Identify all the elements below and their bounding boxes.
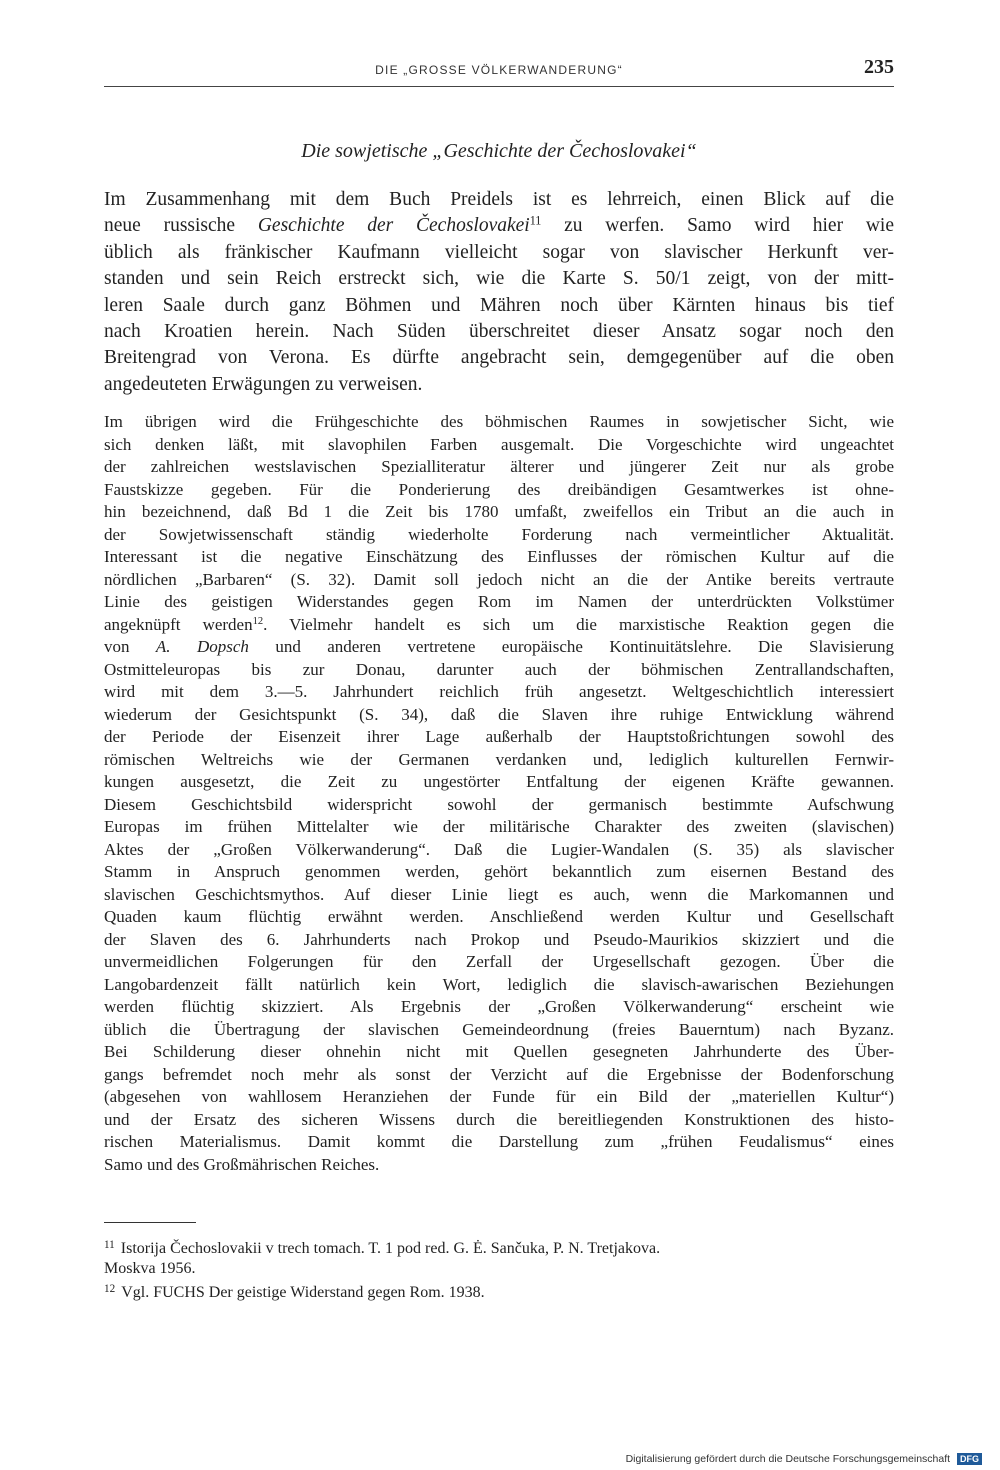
body-line: Samo und des Großmährischen Reiches. bbox=[104, 1154, 380, 1174]
body-line: Faustskizze gegeben. Für die Ponderierung des dreibändigen Gesamtwerkes ist ohne- bbox=[104, 479, 894, 499]
book-title-italic: Geschichte der Čechoslovakei bbox=[257, 215, 530, 237]
intro-line: leren Saale durch ganz Böhmen und Mähren noch über Kärnten hinaus bis tief bbox=[104, 294, 894, 316]
footnotes bbox=[104, 1235, 894, 1303]
intro-text: neue russische bbox=[104, 215, 258, 237]
intro-line: Breitengrad von Verona. Es dürfte angebracht sein, demgegenüber auf die oben bbox=[104, 347, 894, 369]
intro-line: angedeuteten Erwägungen zu verweisen. bbox=[104, 373, 423, 395]
body-line: rischen Materialismus. Damit kommt die Darstellung zum „frühen Feudalismus“ eines bbox=[104, 1132, 894, 1151]
body-line: Langobardenzeit fällt natürlich kein Wort, lediglich die slavisch-awarischen Beziehungen bbox=[104, 974, 894, 994]
intro-line: nach Kroatien herein. Nach Süden überschreitet dieser Ansatz sogar noch den bbox=[104, 321, 894, 343]
body-line: Diesem Geschichtsbild widerspricht sowohl der germanisch bestimmte Aufschwung bbox=[104, 794, 894, 814]
body-text: angeknüpft werden bbox=[104, 614, 253, 634]
body-line: Bei Schilderung dieser ohnehin nicht mit Quellen gesegneten Jahrhunderte des Über- bbox=[104, 1042, 894, 1061]
footnote-ref-12: 12 bbox=[252, 615, 264, 627]
body-line: sich denken läßt, mit slavophilen Farben ausgemalt. Die Vorgeschichte wird ungeachtet bbox=[104, 434, 894, 454]
footnote-divider bbox=[104, 1222, 196, 1223]
running-head bbox=[104, 56, 894, 87]
body-line: Aktes der „Großen Völkerwanderung“. Daß die Lugier-Wandalen (S. 35) als slavischer bbox=[104, 839, 894, 859]
footnote-number: 11 bbox=[104, 1239, 115, 1251]
body-line: hin bezeichnend, daß Bd 1 die Zeit bis 1780 umfaßt, zweifellos ein Tribut an die auch in bbox=[104, 502, 894, 521]
body-line: wird mit dem 3.—5. Jahrhundert reichlich früh angesetzt. Weltgeschichtlich interessiert bbox=[104, 682, 894, 701]
body-line: der zahlreichen westslavischen Spezialliteratur älterer und jüngerer Zeit nur als grobe bbox=[104, 457, 894, 476]
body-line: und der Ersatz des sicheren Wissens durch die bereitliegenden Konstruktionen des histo- bbox=[104, 1109, 894, 1129]
body-line: nördlichen „Barbaren“ (S. 32). Damit soll jedoch nicht an die der Antike bereits vertraute bbox=[104, 569, 894, 589]
page-number: 235 bbox=[864, 56, 894, 78]
body-line: werden flüchtig skizziert. Als Ergebnis der „Großen Völkerwanderung“ erscheint wie bbox=[104, 997, 894, 1016]
body-line: der Periode der Eisenzeit ihrer Lage außerhalb der Hauptstoßrichtungen sowohl des bbox=[104, 727, 894, 746]
intro-line: standen und sein Reich erstreckt sich, wie die Karte S. 50/1 zeigt, von der mitt- bbox=[104, 268, 894, 290]
digitization-credit bbox=[626, 1453, 982, 1465]
body-line: der Slaven des 6. Jahrhunderts nach Prokop und Pseudo-Maurikios skizziert und die bbox=[104, 929, 894, 949]
footnote-11-continued: Moskva 1956. bbox=[104, 1260, 196, 1278]
body-line bbox=[104, 614, 894, 637]
intro-line bbox=[104, 213, 894, 239]
footnote-text: Istorija Čechoslovakii v trech tomach. T. 1 pod red. G. Ė. Sančuka, P. N. Tretjakova. bbox=[120, 1240, 661, 1258]
footnote-11 bbox=[104, 1235, 894, 1259]
footnote-12 bbox=[104, 1279, 894, 1303]
body-line: slavischen Geschichtsmythos. Auf dieser Linie liegt es auch, wenn die Markomannen und bbox=[104, 884, 894, 904]
body-line: Linie des geistigen Widerstandes gegen Rom im Namen der unterdrückten Volkstümer bbox=[104, 592, 894, 611]
body-line: (abgesehen von wahllosem Heranziehen der Funde für ein Bild der „materiellen Kultur“) bbox=[104, 1087, 894, 1106]
body-text: . Vielmehr handelt es sich um die marxistische Reaktion gegen die bbox=[263, 614, 894, 634]
body-line: Im übrigen wird die Frühgeschichte des böhmischen Raumes in sowjetischer Sicht, wie bbox=[104, 412, 894, 431]
body-line: Stamm in Anspruch genommen werden, gehört bekanntlich zum eisernen Bestand des bbox=[104, 862, 894, 881]
body-line: Ostmitteleuropas bis zur Donau, darunter auch der böhmischen Zentrallandschaften, bbox=[104, 659, 894, 679]
body-line: unvermeidlichen Folgerungen für den Zerfall der Urgesellschaft gezogen. Über die bbox=[104, 952, 894, 971]
body-paragraph bbox=[104, 411, 894, 1176]
body-line: wiederum der Gesichtspunkt (S. 34), daß die Slaven ihre ruhige Entwicklung während bbox=[104, 704, 894, 724]
dfg-logo-icon: DFG bbox=[957, 1453, 982, 1465]
body-line: der Sowjetwissenschaft ständig wiederholte Forderung nach vermeintlicher Aktualität. bbox=[104, 524, 894, 544]
intro-text: zu werfen. Samo wird hier wie bbox=[541, 215, 895, 237]
body-line: Europas im frühen Mittelalter wie der militärische Charakter des zweiten (slavischen) bbox=[104, 817, 894, 836]
body-line: gangs befremdet noch mehr als sonst der Verzicht auf die Ergebnisse der Bodenforschung bbox=[104, 1064, 894, 1084]
intro-paragraph bbox=[104, 187, 894, 398]
body-text: von bbox=[104, 637, 156, 656]
body-line: Interessant ist die negative Einschätzung des Einflusses der römischen Kultur auf die bbox=[104, 547, 894, 566]
body-line bbox=[104, 636, 894, 659]
intro-line: üblich als fränkischer Kaufmann vielleicht sogar von slavischer Herkunft ver- bbox=[104, 241, 894, 263]
footnote-ref-11: 11 bbox=[529, 213, 542, 228]
footnote-text: Vgl. FUCHS Der geistige Widerstand gegen Rom. 1938. bbox=[121, 1284, 485, 1302]
running-title: DIE „GROSSE VÖLKERWANDERUNG“ bbox=[375, 63, 623, 77]
footnote-number: 12 bbox=[104, 1283, 116, 1296]
body-line: römischen Weltreichs wie der Germanen verdanken und, lediglich kulturellen Fernwir- bbox=[104, 749, 894, 769]
body-line: Quaden kaum flüchtig erwähnt werden. Anschließend werden Kultur und Gesellschaft bbox=[104, 907, 894, 926]
credit-text: Digitalisierung gefördert durch die Deutsche Forschungsgemeinschaft bbox=[625, 1453, 951, 1465]
intro-line: Im Zusammenhang mit dem Buch Preidels ist es lehrreich, einen Blick auf die bbox=[104, 189, 894, 210]
body-text: und anderen vertretene europäische Kontinuitätslehre. Die Slavisierung bbox=[248, 637, 895, 656]
body-line: kungen ausgesetzt, die Zeit zu ungestörter Entfaltung der eigenen Kräfte gewannen. bbox=[104, 772, 894, 791]
section-title: Die sowjetische „Geschichte der Čechoslovakei“ bbox=[301, 140, 697, 162]
author-name-italic: A. Dopsch bbox=[155, 637, 249, 656]
body-line: üblich die Übertragung der slavischen Gemeindeordnung (freies Bauerntum) nach Byzanz. bbox=[104, 1019, 894, 1039]
